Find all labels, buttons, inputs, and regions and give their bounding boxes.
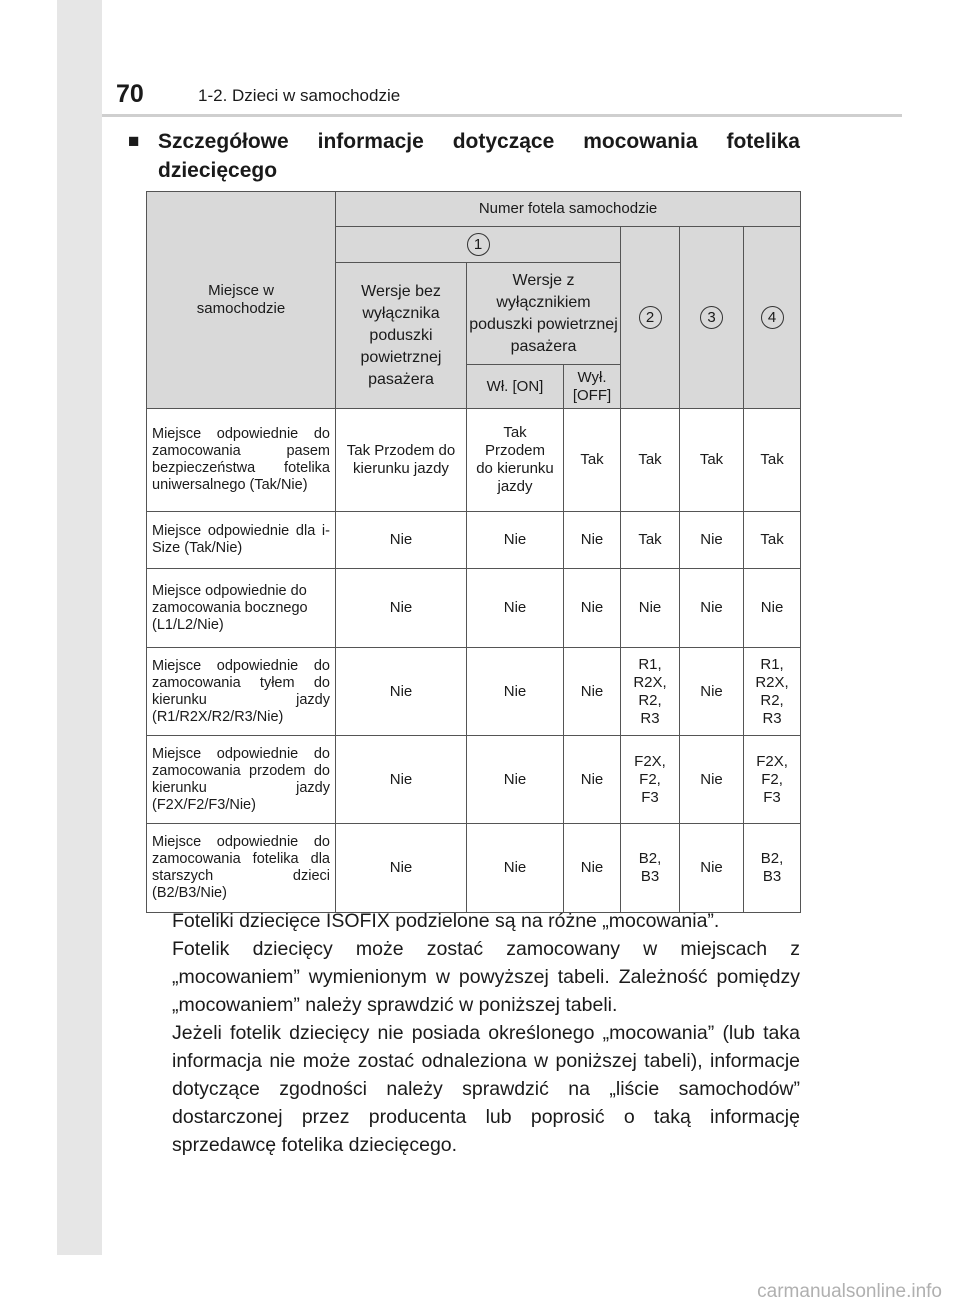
seat-number-4: 4 [761,306,784,329]
table-row [147,824,801,913]
table-cell: Nie [336,736,467,824]
table-cell: Nie [467,512,564,569]
table-cell: Tak [744,512,801,569]
table-cell: Tak Przodem do kierunku jazdy [336,409,467,512]
table-cell: Nie [744,569,801,648]
table-cell: R1, R2X, R2, R3 [744,648,801,736]
header-seat-number: Numer fotela samochodzie [336,192,801,227]
row-label: Miejsce odpowiednie do zamocowania fotelika dla starszych dzieci (B2/B3/Nie) [147,824,336,913]
header-with-switch: Wersje z wyłącznikiem poduszki powietrznej pasażera [467,263,621,365]
table-cell: Nie [680,569,744,648]
header-seat-3 [680,227,744,409]
page-margin-bar [57,0,102,1255]
row-label: Miejsce odpowiednie do zamocowania przodem do kierunku jazdy (F2X/F2/F3/Nie) [147,736,336,824]
header-seat-4 [744,227,801,409]
header-without-switch: Wersje bez wyłącznika poduszki powietrznej pasażera [336,263,467,409]
table-cell: Nie [336,648,467,736]
table-cell: Nie [467,824,564,913]
table-row [147,736,801,824]
section-title: Szczegółowe informacje dotyczące mocowania fotelika dziecięcego [158,130,800,182]
table-cell: Nie [564,736,621,824]
header-place: Miejsce w samochodzie [147,192,336,409]
paragraph: Fotelik dziecięcy może zostać zamocowany w miejscach z „mocowaniem” wymienionym w powyższej tabeli. Zależność pomiędzy „mocowaniem” należy sprawdzić w poniższej tabeli. [172,938,800,1016]
seat-number-1: 1 [467,233,490,256]
table-cell: B2, B3 [621,824,680,913]
table-cell: Tak [744,409,801,512]
paragraph: Foteliki dziecięce ISOFIX podzielone są na różne „mocowania”. [172,910,720,932]
table-cell: R1, R2X, R2, R3 [621,648,680,736]
seat-number-3: 3 [700,306,723,329]
table-row [147,569,801,648]
body-text [172,907,800,1159]
header-switch-off: Wył. [OFF] [564,365,621,409]
table-cell: Tak [564,409,621,512]
table-cell: Nie [564,569,621,648]
page-number: 70 [116,80,144,108]
paragraph: Jeżeli fotelik dziecięcy nie posiada określonego „mocowania” (lub taka informacja nie może zostać odnaleziona w poniższej tabeli), informacje dotyczące zgodności należy sprawdzić na „liście samochodów” dostarczonej przez producenta lub poprosić o taką informację sprzedawcę fotelika dziecięcego. [172,1022,800,1156]
table-cell: Nie [564,648,621,736]
table-cell: Nie [680,736,744,824]
page-header [102,76,902,117]
chapter-title: 1-2. Dzieci w samochodzie [198,86,401,105]
table-cell: Nie [336,569,467,648]
row-label: Miejsce odpowiednie do zamocowania pasem bezpieczeństwa fotelika uniwersalnego (Tak/Nie) [147,409,336,512]
table-cell: Tak Przodem do kierunku jazdy [467,409,564,512]
square-bullet-icon: ■ [128,131,140,152]
table-cell: F2X, F2, F3 [621,736,680,824]
row-label: Miejsce odpowiednie dla i-Size (Tak/Nie) [147,512,336,569]
table-cell: F2X, F2, F3 [744,736,801,824]
table-row [147,409,801,512]
table-row [147,648,801,736]
table-cell: Nie [680,512,744,569]
header-switch-on: Wł. [ON] [467,365,564,409]
table-row [147,512,801,569]
table-cell: B2, B3 [744,824,801,913]
seat-number-2: 2 [639,306,662,329]
section-heading [128,127,800,185]
header-seat-1 [336,227,621,263]
row-label: Miejsce odpowiednie do zamocowania bocznego (L1/L2/Nie) [147,569,336,648]
row-label: Miejsce odpowiednie do zamocowania tyłem do kierunku jazdy (R1/R2X/R2/R3/Nie) [147,648,336,736]
table-cell: Nie [564,512,621,569]
table-cell: Nie [564,824,621,913]
table-cell: Tak [621,409,680,512]
table-cell: Nie [680,824,744,913]
table-cell: Tak [621,512,680,569]
table-cell: Nie [336,824,467,913]
table-cell: Nie [467,736,564,824]
site-watermark: carmanualsonline.info [757,1281,942,1302]
header-seat-2 [621,227,680,409]
table-cell: Nie [336,512,467,569]
table-cell: Nie [467,569,564,648]
table-cell: Nie [467,648,564,736]
table-cell: Nie [680,648,744,736]
table-cell: Tak [680,409,744,512]
table-cell: Nie [621,569,680,648]
isofix-table [146,191,801,913]
